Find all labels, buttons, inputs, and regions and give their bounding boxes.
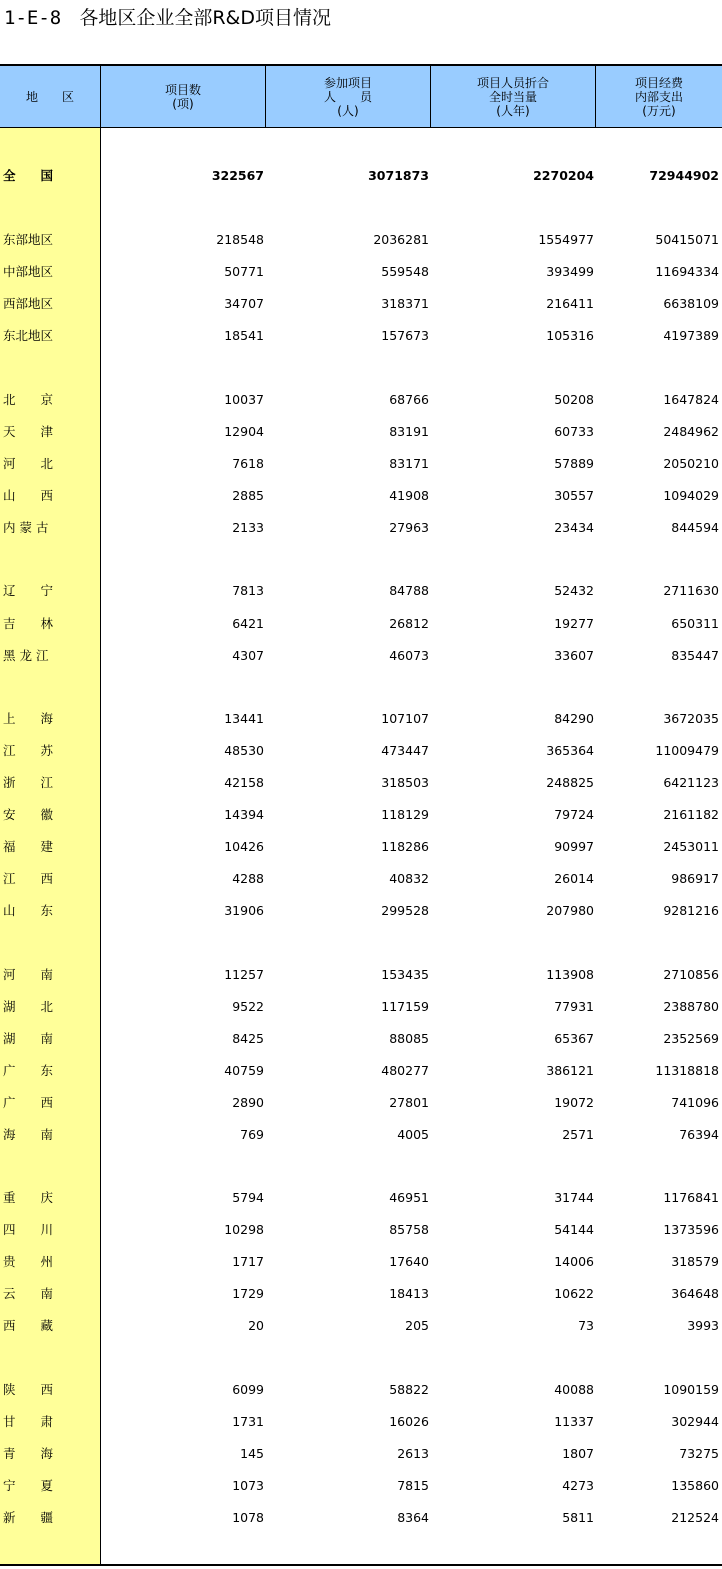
header-fte: 项目人员折合 全时当量 (人年) xyxy=(431,66,596,128)
cell-project-count: 218548 xyxy=(216,232,264,247)
cell-expenditure: 73275 xyxy=(679,1446,719,1461)
table-row xyxy=(0,582,722,600)
table-body xyxy=(0,128,722,1565)
cell-fte: 4273 xyxy=(562,1478,594,1493)
region-name: 陕 西 xyxy=(3,1382,54,1397)
table-row xyxy=(0,167,722,185)
cell-personnel: 7815 xyxy=(397,1478,429,1493)
cell-project-count: 1729 xyxy=(232,1286,264,1301)
table-row xyxy=(0,1030,722,1048)
region-name: 黑 龙 江 xyxy=(3,648,49,663)
cell-project-count: 14394 xyxy=(224,807,264,822)
cell-personnel: 299528 xyxy=(381,903,429,918)
cell-project-count: 12904 xyxy=(224,424,264,439)
region-name: 重 庆 xyxy=(3,1190,54,1205)
cell-expenditure: 2352569 xyxy=(663,1031,719,1046)
cell-project-count: 6099 xyxy=(232,1382,264,1397)
table-row xyxy=(0,487,722,505)
cell-expenditure: 2710856 xyxy=(663,967,719,982)
cell-expenditure: 2388780 xyxy=(663,999,719,1014)
cell-fte: 113908 xyxy=(546,967,594,982)
cell-fte: 1807 xyxy=(562,1446,594,1461)
cell-expenditure: 11694334 xyxy=(655,264,719,279)
region-name: 全 国 xyxy=(3,168,54,183)
cell-project-count: 7813 xyxy=(232,583,264,598)
table-row xyxy=(0,1221,722,1239)
region-name: 山 西 xyxy=(3,488,54,503)
cell-expenditure: 302944 xyxy=(671,1414,719,1429)
cell-fte: 2270204 xyxy=(533,168,594,183)
region-name: 海 南 xyxy=(3,1127,54,1142)
region-name: 甘 肃 xyxy=(3,1414,54,1429)
cell-fte: 393499 xyxy=(546,264,594,279)
region-name: 广 西 xyxy=(3,1095,54,1110)
table-row xyxy=(0,1317,722,1335)
cell-expenditure: 4197389 xyxy=(663,328,719,343)
region-name: 中部地区 xyxy=(3,264,54,279)
cell-expenditure: 6421123 xyxy=(663,775,719,790)
cell-expenditure: 50415071 xyxy=(655,232,719,247)
region-name: 山 东 xyxy=(3,903,54,918)
cell-fte: 54144 xyxy=(554,1222,594,1237)
cell-expenditure: 2484962 xyxy=(663,424,719,439)
cell-fte: 26014 xyxy=(554,871,594,886)
cell-expenditure: 2711630 xyxy=(663,583,719,598)
cell-personnel: 117159 xyxy=(381,999,429,1014)
cell-expenditure: 1373596 xyxy=(663,1222,719,1237)
cell-personnel: 118129 xyxy=(381,807,429,822)
cell-project-count: 9522 xyxy=(232,999,264,1014)
cell-project-count: 20 xyxy=(248,1318,264,1333)
cell-fte: 23434 xyxy=(554,520,594,535)
cell-fte: 50208 xyxy=(554,392,594,407)
cell-personnel: 40832 xyxy=(389,871,429,886)
cell-personnel: 41908 xyxy=(389,488,429,503)
cell-expenditure: 844594 xyxy=(671,520,719,535)
table-row xyxy=(0,1509,722,1527)
cell-fte: 5811 xyxy=(562,1510,594,1525)
cell-expenditure: 650311 xyxy=(671,616,719,631)
cell-fte: 207980 xyxy=(546,903,594,918)
table-row xyxy=(0,455,722,473)
table-row xyxy=(0,1253,722,1271)
header-project-count: 项目数 (项) xyxy=(101,66,266,128)
header-expenditure: 项目经费 内部支出 (万元) xyxy=(634,76,683,118)
cell-project-count: 11257 xyxy=(224,967,264,982)
cell-personnel: 83191 xyxy=(389,424,429,439)
cell-fte: 90997 xyxy=(554,839,594,854)
cell-personnel: 27801 xyxy=(389,1095,429,1110)
table-row xyxy=(0,231,722,249)
cell-personnel: 84788 xyxy=(389,583,429,598)
cell-expenditure: 835447 xyxy=(671,648,719,663)
cell-fte: 19072 xyxy=(554,1095,594,1110)
table-row xyxy=(0,1381,722,1399)
region-name: 河 南 xyxy=(3,967,54,982)
region-name: 西部地区 xyxy=(3,296,54,311)
table-row xyxy=(0,295,722,313)
table-row xyxy=(0,1445,722,1463)
table-row xyxy=(0,1189,722,1207)
page-title xyxy=(4,4,331,32)
cell-fte: 2571 xyxy=(562,1127,594,1142)
cell-personnel: 205 xyxy=(405,1318,429,1333)
table-row xyxy=(0,806,722,824)
region-name: 东部地区 xyxy=(3,232,54,247)
cell-project-count: 48530 xyxy=(224,743,264,758)
cell-personnel: 26812 xyxy=(389,616,429,631)
cell-project-count: 2133 xyxy=(232,520,264,535)
cell-fte: 60733 xyxy=(554,424,594,439)
cell-project-count: 145 xyxy=(240,1446,264,1461)
region-name: 天 津 xyxy=(3,424,54,439)
table-row xyxy=(0,838,722,856)
cell-personnel: 2613 xyxy=(397,1446,429,1461)
table-row xyxy=(0,647,722,665)
region-name: 宁 夏 xyxy=(3,1478,54,1493)
cell-personnel: 88085 xyxy=(389,1031,429,1046)
cell-fte: 105316 xyxy=(546,328,594,343)
table-row xyxy=(0,263,722,281)
cell-project-count: 31906 xyxy=(224,903,264,918)
cell-fte: 73 xyxy=(578,1318,594,1333)
cell-fte: 10622 xyxy=(554,1286,594,1301)
cell-fte: 65367 xyxy=(554,1031,594,1046)
cell-project-count: 5794 xyxy=(232,1190,264,1205)
cell-project-count: 10298 xyxy=(224,1222,264,1237)
cell-expenditure: 72944902 xyxy=(649,168,719,183)
region-name: 湖 北 xyxy=(3,999,54,1014)
cell-fte: 19277 xyxy=(554,616,594,631)
cell-personnel: 16026 xyxy=(389,1414,429,1429)
cell-personnel: 46951 xyxy=(389,1190,429,1205)
table-row xyxy=(0,1285,722,1303)
cell-fte: 31744 xyxy=(554,1190,594,1205)
region-name: 河 北 xyxy=(3,456,54,471)
cell-fte: 30557 xyxy=(554,488,594,503)
cell-project-count: 2885 xyxy=(232,488,264,503)
cell-fte: 365364 xyxy=(546,743,594,758)
cell-expenditure: 1094029 xyxy=(663,488,719,503)
table-row xyxy=(0,1126,722,1144)
region-name: 青 海 xyxy=(3,1446,54,1461)
table-row xyxy=(0,391,722,409)
cell-project-count: 1073 xyxy=(232,1478,264,1493)
table-row xyxy=(0,998,722,1016)
cell-personnel: 318371 xyxy=(381,296,429,311)
cell-personnel: 4005 xyxy=(397,1127,429,1142)
cell-expenditure: 135860 xyxy=(671,1478,719,1493)
region-name: 广 东 xyxy=(3,1063,54,1078)
region-name: 西 藏 xyxy=(3,1318,54,1333)
cell-expenditure: 1090159 xyxy=(663,1382,719,1397)
region-name: 四 川 xyxy=(3,1222,54,1237)
region-name: 江 西 xyxy=(3,871,54,886)
table-row xyxy=(0,774,722,792)
table-title: 各地区企业全部R&D项目情况 xyxy=(79,7,331,29)
cell-personnel: 46073 xyxy=(389,648,429,663)
cell-fte: 33607 xyxy=(554,648,594,663)
table-row xyxy=(0,710,722,728)
cell-project-count: 13441 xyxy=(224,711,264,726)
region-name: 北 京 xyxy=(3,392,54,407)
cell-expenditure: 3993 xyxy=(687,1318,719,1333)
cell-expenditure: 1176841 xyxy=(663,1190,719,1205)
region-name: 浙 江 xyxy=(3,775,54,790)
region-name: 云 南 xyxy=(3,1286,54,1301)
table-row xyxy=(0,1062,722,1080)
cell-personnel: 17640 xyxy=(389,1254,429,1269)
region-name: 东北地区 xyxy=(3,328,54,343)
cell-expenditure: 741096 xyxy=(671,1095,719,1110)
cell-personnel: 3071873 xyxy=(368,168,429,183)
region-name: 福 建 xyxy=(3,839,54,854)
cell-expenditure: 11009479 xyxy=(655,743,719,758)
cell-personnel: 107107 xyxy=(381,711,429,726)
cell-expenditure: 212524 xyxy=(671,1510,719,1525)
table-row xyxy=(0,870,722,888)
table-bottom-rule xyxy=(0,1564,722,1566)
cell-project-count: 18541 xyxy=(224,328,264,343)
cell-fte: 386121 xyxy=(546,1063,594,1078)
region-name: 上 海 xyxy=(3,711,54,726)
cell-personnel: 157673 xyxy=(381,328,429,343)
cell-project-count: 8425 xyxy=(232,1031,264,1046)
cell-fte: 52432 xyxy=(554,583,594,598)
cell-expenditure: 2453011 xyxy=(663,839,719,854)
table-row xyxy=(0,742,722,760)
region-name: 新 疆 xyxy=(3,1510,54,1525)
region-name: 江 苏 xyxy=(3,743,54,758)
cell-personnel: 118286 xyxy=(381,839,429,854)
table-code: 1-E-8 xyxy=(4,7,62,29)
cell-project-count: 1731 xyxy=(232,1414,264,1429)
table-row xyxy=(0,423,722,441)
cell-personnel: 473447 xyxy=(381,743,429,758)
cell-personnel: 559548 xyxy=(381,264,429,279)
cell-personnel: 153435 xyxy=(381,967,429,982)
cell-fte: 57889 xyxy=(554,456,594,471)
table-row xyxy=(0,1413,722,1431)
region-name: 吉 林 xyxy=(3,616,54,631)
table-row xyxy=(0,519,722,537)
cell-project-count: 50771 xyxy=(224,264,264,279)
cell-fte: 79724 xyxy=(554,807,594,822)
cell-expenditure: 6638109 xyxy=(663,296,719,311)
cell-project-count: 4288 xyxy=(232,871,264,886)
cell-project-count: 10037 xyxy=(224,392,264,407)
cell-project-count: 10426 xyxy=(224,839,264,854)
cell-expenditure: 364648 xyxy=(671,1286,719,1301)
cell-expenditure: 318579 xyxy=(671,1254,719,1269)
cell-fte: 84290 xyxy=(554,711,594,726)
region-name: 贵 州 xyxy=(3,1254,54,1269)
cell-expenditure: 2050210 xyxy=(663,456,719,471)
table-row xyxy=(0,615,722,633)
cell-project-count: 40759 xyxy=(224,1063,264,1078)
cell-personnel: 83171 xyxy=(389,456,429,471)
region-name: 安 徽 xyxy=(3,807,54,822)
cell-expenditure: 11318818 xyxy=(655,1063,719,1078)
cell-project-count: 2890 xyxy=(232,1095,264,1110)
cell-project-count: 34707 xyxy=(224,296,264,311)
cell-personnel: 18413 xyxy=(389,1286,429,1301)
cell-project-count: 4307 xyxy=(232,648,264,663)
cell-personnel: 58822 xyxy=(389,1382,429,1397)
table-row xyxy=(0,1477,722,1495)
cell-project-count: 42158 xyxy=(224,775,264,790)
cell-expenditure: 3672035 xyxy=(663,711,719,726)
cell-project-count: 769 xyxy=(240,1127,264,1142)
cell-expenditure: 2161182 xyxy=(663,807,719,822)
cell-fte: 1554977 xyxy=(538,232,594,247)
cell-project-count: 6421 xyxy=(232,616,264,631)
cell-personnel: 2036281 xyxy=(373,232,429,247)
cell-personnel: 68766 xyxy=(389,392,429,407)
cell-personnel: 27963 xyxy=(389,520,429,535)
header-personnel: 参加项目 人 员 (人) xyxy=(266,66,431,128)
cell-personnel: 318503 xyxy=(381,775,429,790)
table-row xyxy=(0,1094,722,1112)
cell-fte: 77931 xyxy=(554,999,594,1014)
cell-expenditure: 1647824 xyxy=(663,392,719,407)
table-row xyxy=(0,902,722,920)
cell-personnel: 8364 xyxy=(397,1510,429,1525)
table-row xyxy=(0,966,722,984)
cell-fte: 40088 xyxy=(554,1382,594,1397)
cell-fte: 216411 xyxy=(546,296,594,311)
cell-expenditure: 76394 xyxy=(679,1127,719,1142)
cell-personnel: 85758 xyxy=(389,1222,429,1237)
table-row xyxy=(0,327,722,345)
cell-personnel: 480277 xyxy=(381,1063,429,1078)
header-region: 地 区 xyxy=(0,66,101,128)
cell-project-count: 7618 xyxy=(232,456,264,471)
cell-fte: 11337 xyxy=(554,1414,594,1429)
cell-expenditure: 9281216 xyxy=(663,903,719,918)
region-name: 内 蒙 古 xyxy=(3,520,49,535)
region-name: 辽 宁 xyxy=(3,583,54,598)
region-name: 湖 南 xyxy=(3,1031,54,1046)
cell-project-count: 1717 xyxy=(232,1254,264,1269)
cell-project-count: 1078 xyxy=(232,1510,264,1525)
cell-project-count: 322567 xyxy=(211,168,264,183)
table-header xyxy=(0,64,722,128)
cell-fte: 248825 xyxy=(546,775,594,790)
cell-fte: 14006 xyxy=(554,1254,594,1269)
cell-expenditure: 986917 xyxy=(671,871,719,886)
